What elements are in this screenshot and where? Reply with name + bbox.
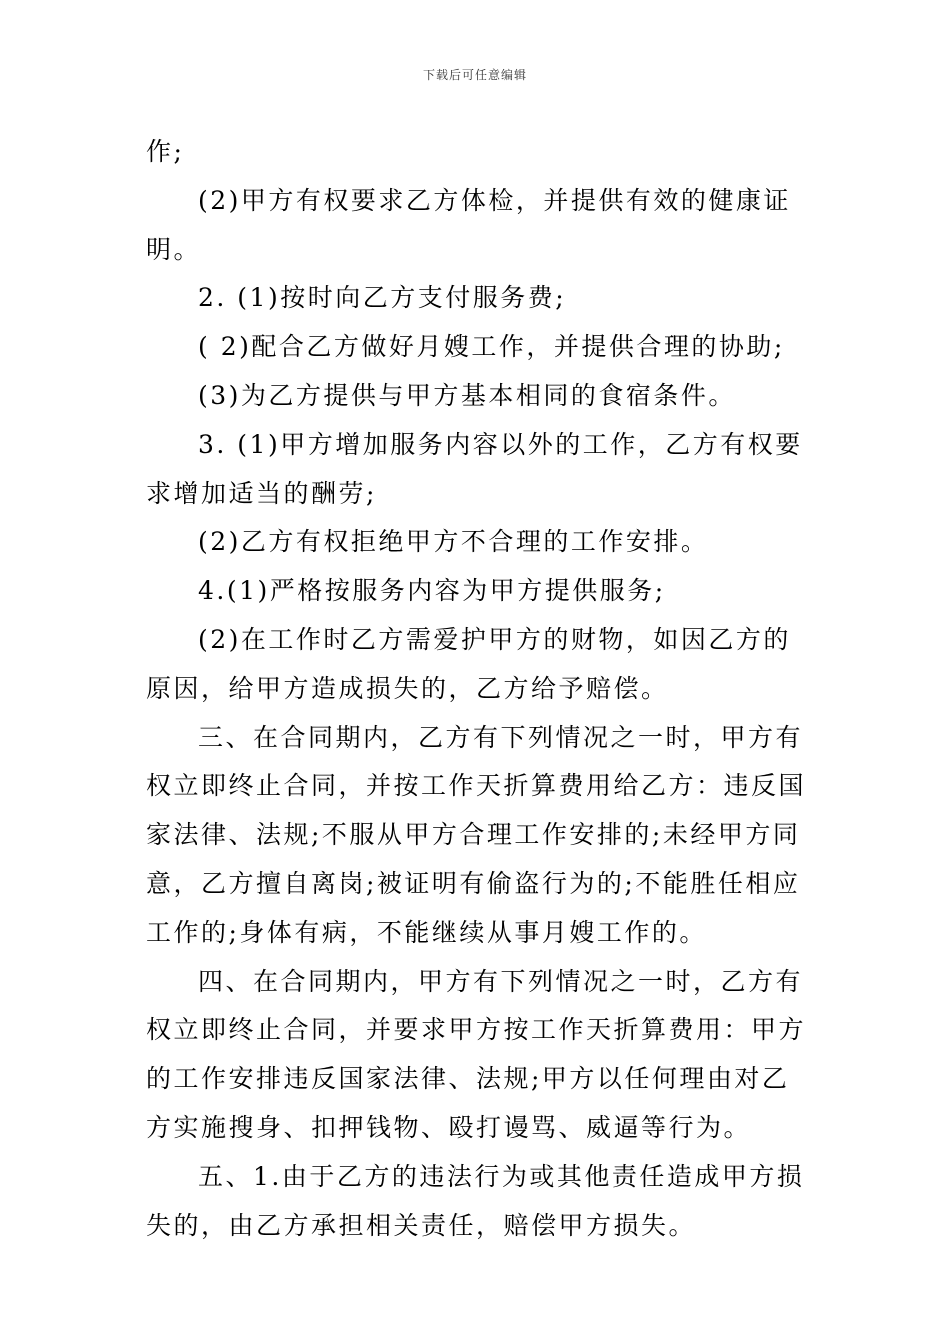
- paragraph-7: (2)乙方有权拒绝甲方不合理的工作安排。: [198, 527, 709, 557]
- paragraph-6: 3. (1)甲方增加服务内容以外的工作，乙方有权要求增加适当的酬劳;: [146, 429, 803, 508]
- paragraph-3: 2. (1)按时向乙方支付服务费;: [198, 283, 567, 313]
- page-header: 下载后可任意编辑: [422, 68, 527, 82]
- paragraph-2: (2)甲方有权要求乙方体检，并提供有效的健康证明。: [146, 185, 791, 264]
- paragraph-1: 作;: [146, 137, 185, 166]
- paragraph-12: 五、1.由于乙方的违法行为或其他责任造成甲方损失的，由乙方承担相关责任，赔偿甲方损失。: [146, 1161, 805, 1240]
- paragraph-4: ( 2)配合乙方做好月嫂工作，并提供合理的协助;: [198, 332, 785, 362]
- paragraph-5: (3)为乙方提供与甲方基本相同的食宿条件。: [198, 380, 736, 410]
- paragraph-9: (2)在工作时乙方需爱护甲方的财物，如因乙方的原因，给甲方造成损失的，乙方给予赔偿。: [146, 624, 791, 703]
- paragraph-8: 4.(1)严格按服务内容为甲方提供服务;: [198, 576, 666, 606]
- contract-body: [146, 128, 811, 1250]
- paragraph-10: 三、在合同期内，乙方有下列情况之一时，甲方有权立即终止合同，并按工作天折算费用给乙方：违反国家法律、法规;不服从甲方合理工作安排的;未经甲方同意，乙方擅自离岗;被证明有偷盗行为的;不能胜任相应工作的;身体有病，不能继续从事月嫂工作的。: [146, 722, 807, 947]
- paragraph-11: 四、在合同期内，甲方有下列情况之一时，乙方有权立即终止合同，并要求甲方按工作天折算费用：甲方的工作安排违反国家法律、法规;甲方以任何理由对乙方实施搜身、扣押钱物、殴打谩骂、威逼等行为。: [146, 966, 807, 1142]
